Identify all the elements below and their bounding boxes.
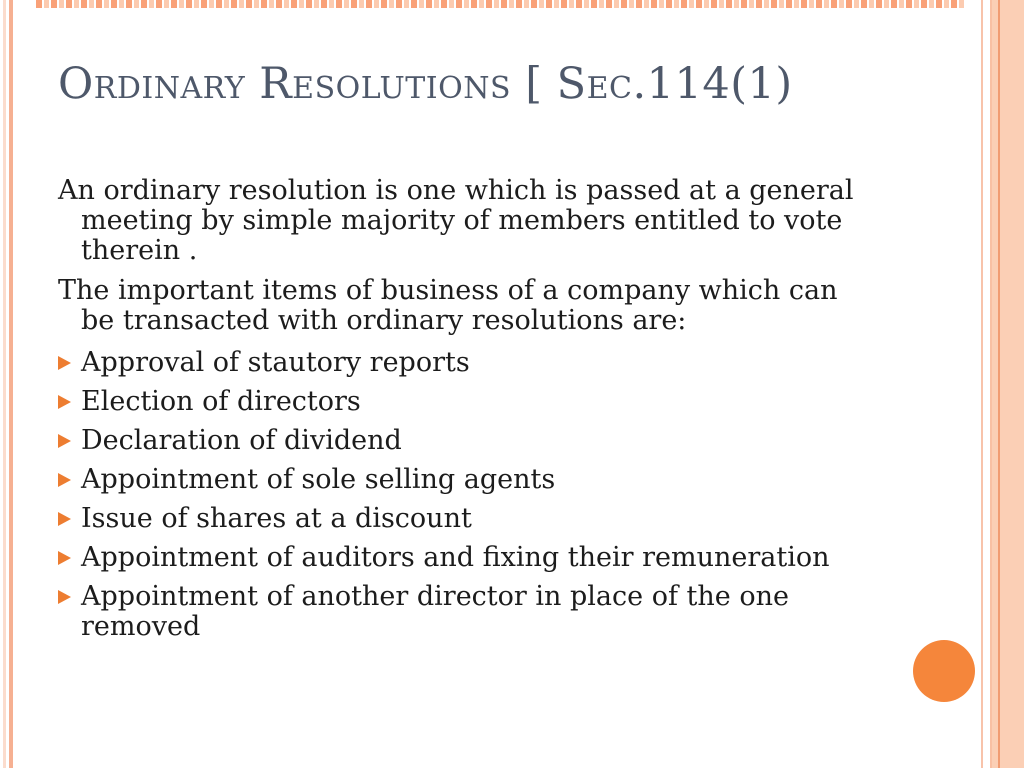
top-dotted-strip-decoration (36, 0, 965, 8)
paragraph-definition: An ordinary resolution is one which is passed at a general meeting by simple majority of members entitled to vote therein . (58, 175, 854, 266)
list-item-label: Appointment of auditors and fixing their remuneration (81, 542, 830, 573)
bullet-arrow-icon (58, 473, 81, 487)
list-item-label: Approval of stautory reports (81, 347, 470, 378)
list-item-label: Issue of shares at a discount (81, 503, 472, 534)
list-item-label: Appointment of sole selling agents (81, 464, 556, 495)
paragraph-intro: The important items of business of a company which can be transacted with ordinary resolutions are: (58, 275, 838, 336)
right-border-decoration (980, 0, 1024, 768)
slide-title: Ordinary Resolutions [ Sec.114(1) (58, 59, 793, 109)
bullet-arrow-icon (58, 512, 81, 526)
list-item-label: Election of directors (81, 386, 361, 417)
list-item (58, 582, 858, 642)
list-item (58, 465, 858, 495)
bullet-arrow-icon (58, 356, 81, 370)
list-item-label: Declaration of dividend (81, 425, 402, 456)
list-item (58, 348, 858, 378)
slide-body (58, 176, 858, 651)
bullet-arrow-icon (58, 551, 81, 565)
left-border-decoration (0, 0, 16, 768)
list-item (58, 426, 858, 456)
bullet-arrow-icon (58, 434, 81, 448)
list-item (58, 543, 858, 573)
list-item (58, 387, 858, 417)
list-item-label: Appointment of another director in place of the one removed (81, 581, 789, 642)
accent-circle-decoration (913, 640, 975, 702)
bullet-list (58, 348, 858, 642)
bullet-arrow-icon (58, 395, 81, 409)
list-item (58, 504, 858, 534)
bullet-arrow-icon (58, 590, 81, 604)
